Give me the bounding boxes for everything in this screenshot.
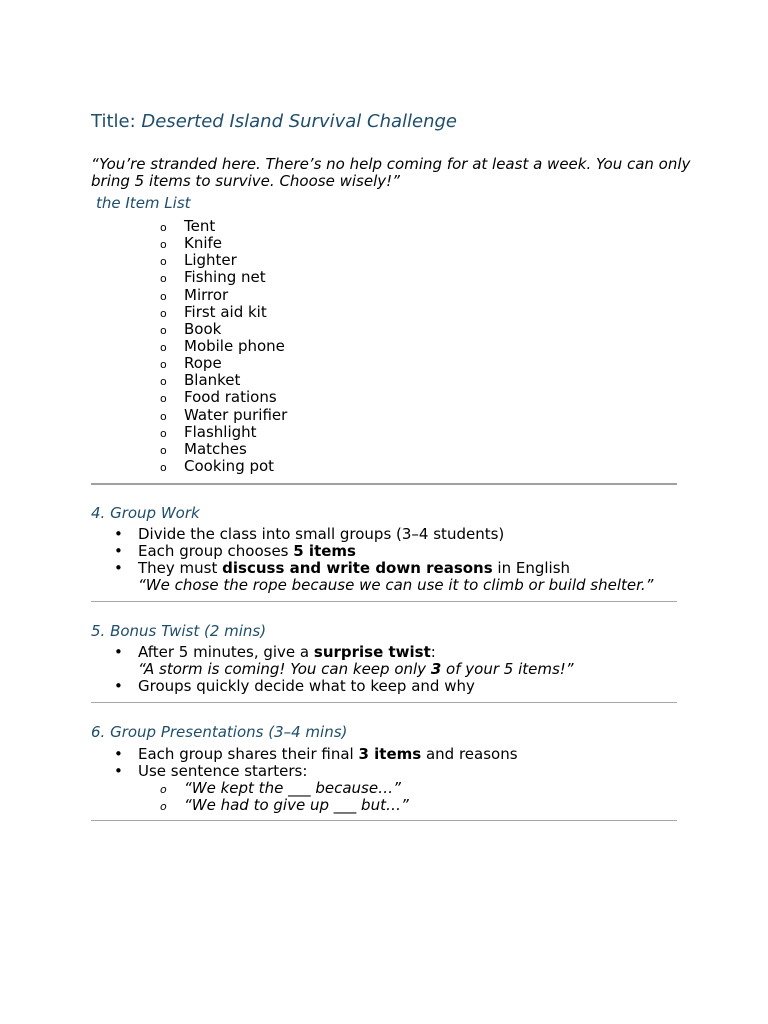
list-item (114, 526, 694, 543)
example-quote: “We chose the rope because we can use it to climb or build shelter.” (138, 576, 654, 594)
twist-quote-text: “A storm is coming! You can keep only (138, 660, 431, 678)
bullet-bold-text: 5 items (293, 542, 356, 560)
list-item (114, 543, 694, 560)
list-item: o First aid kit (160, 304, 287, 321)
twist-quote (138, 661, 694, 678)
list-item (114, 560, 694, 594)
list-item: o Knife (160, 235, 287, 252)
list-item (114, 746, 694, 763)
bonus-twist-heading: 5. Bonus Twist (2 mins) (91, 622, 267, 640)
list-item: o “We kept the ___ because…” (160, 780, 694, 797)
twist-quote-text: of your 5 items!” (441, 660, 574, 678)
list-item: o Cooking pot (160, 458, 287, 475)
bullet-text: and reasons (421, 745, 518, 763)
list-item: o Lighter (160, 252, 287, 269)
sentence-starters-list (160, 780, 694, 814)
list-item (114, 644, 694, 678)
list-item: o Mirror (160, 287, 287, 304)
title-value: Deserted Island Survival Challenge (141, 111, 457, 132)
list-item: o “We had to give up ___ but…” (160, 797, 694, 814)
bullet-text: Groups quickly decide what to keep and why (138, 677, 475, 695)
list-item: o Tent (160, 218, 287, 235)
bullet-bold-text: 3 items (358, 745, 422, 763)
list-item: o Blanket (160, 372, 287, 389)
group-work-list (114, 526, 694, 594)
bonus-twist-list (114, 644, 694, 695)
list-item: o Book (160, 321, 287, 338)
presentations-list (114, 746, 694, 814)
list-item: o Flashlight (160, 424, 287, 441)
bullet-text: in English (492, 559, 571, 577)
bullet-bold-text: surprise twist (313, 643, 431, 661)
bullet-text: : (430, 643, 436, 661)
bullet-text: Each group chooses (138, 542, 294, 560)
list-item: o Mobile phone (160, 338, 287, 355)
twist-quote-bold: 3 (430, 660, 442, 678)
section-divider (91, 483, 677, 485)
title-label: Title: (91, 111, 142, 132)
item-list (160, 218, 287, 475)
bullet-text: Each group shares their final (138, 745, 359, 763)
section-divider (91, 702, 677, 703)
bullet-text: Divide the class into small groups (3–4 students) (138, 525, 505, 543)
group-work-heading: 4. Group Work (91, 504, 200, 522)
document-title (91, 110, 457, 134)
item-list-heading: the Item List (96, 194, 191, 212)
list-item: o Food rations (160, 389, 287, 406)
list-item (114, 678, 694, 695)
list-item: o Rope (160, 355, 287, 372)
section-divider (91, 820, 677, 821)
bullet-bold-text: discuss and write down reasons (222, 559, 493, 577)
list-item: o Water purifier (160, 407, 287, 424)
list-item (114, 763, 694, 814)
list-item: o Fishing net (160, 269, 287, 286)
section-divider (91, 601, 677, 602)
list-item: o Matches (160, 441, 287, 458)
intro-quote: “You’re stranded here. There’s no help coming for at least a week. You can only bring 5 items to survive. Choose wisely!” (91, 155, 691, 190)
bullet-text: They must (138, 559, 223, 577)
bullet-text: After 5 minutes, give a (138, 643, 314, 661)
bullet-text: Use sentence starters: (138, 762, 308, 780)
presentations-heading: 6. Group Presentations (3–4 mins) (91, 723, 348, 741)
